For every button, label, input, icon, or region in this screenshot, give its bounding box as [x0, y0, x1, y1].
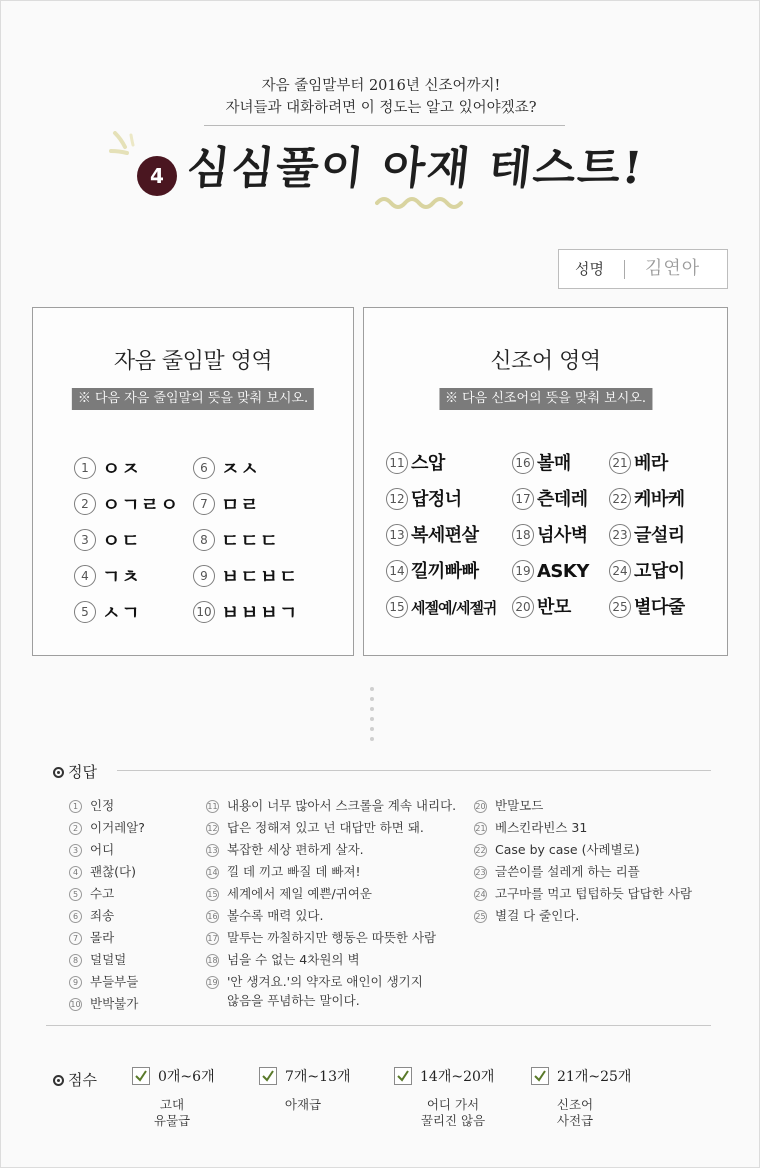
neologism-section-instruction: ※ 다음 신조어의 뜻을 맞춰 보시오. [439, 388, 652, 410]
consonant-section-instruction: ※ 다음 자음 줄임말의 뜻을 맞춰 보시오. [72, 388, 314, 410]
score-result-line-1: 신조어 [556, 1097, 594, 1112]
answer-number: 22 [475, 846, 486, 855]
question-number: 19 [512, 560, 534, 582]
answer-number: 9 [69, 976, 82, 989]
answer-text: 어디 [90, 842, 115, 857]
score-range: 14개~20개 [420, 1069, 495, 1085]
answer-text: 반말모드 [495, 798, 544, 813]
answer-number: 25 [475, 912, 486, 921]
score-range: 21개~25개 [557, 1069, 632, 1085]
checkbox-icon[interactable] [531, 1067, 549, 1085]
answer-number: 8 [69, 954, 82, 967]
answer-number: 19 [207, 978, 218, 987]
answer-text: 반박불가 [90, 996, 139, 1011]
answer-text: 볼수록 매력 있다. [227, 908, 324, 923]
question-text: ㅁㄹ [221, 494, 260, 516]
score-result-line-1: 아재급 [284, 1097, 322, 1112]
answer-number: 10 [70, 1000, 81, 1009]
answer-text-line-2: 않음을 푸념하는 말이다. [227, 993, 360, 1008]
answer-item [69, 817, 145, 839]
score-range: 0개~6개 [158, 1069, 215, 1085]
answer-text: 내용이 너무 많아서 스크롤을 계속 내리다. [227, 798, 457, 813]
answer-item [474, 839, 640, 861]
intro-line-2: 자녀들과 대화하려면 이 정도는 알고 있어야겠죠? [225, 100, 537, 116]
bullseye-icon [53, 1075, 64, 1086]
score-range: 7개~13개 [285, 1069, 351, 1085]
question-text: ㅂㅂㅂㄱ [221, 602, 299, 624]
score-result-line-2: 유물급 [153, 1113, 191, 1128]
answer-text: 괜찮(다) [90, 864, 136, 879]
checkbox-icon[interactable] [259, 1067, 277, 1085]
question-number: 5 [74, 601, 96, 623]
answer-number: 15 [207, 890, 218, 899]
answer-text: 말투는 까칠하지만 행동은 따뜻한 사람 [227, 930, 437, 945]
answer-text: 이거레알? [90, 820, 145, 835]
name-separator [624, 260, 625, 279]
answer-text: 덜덜덜 [90, 952, 127, 967]
answer-text: 베스킨라빈스 31 [495, 820, 588, 835]
answer-item [474, 795, 543, 817]
question-number: 12 [386, 488, 408, 510]
question-number: 1 [74, 457, 96, 479]
answer-number: 17 [207, 934, 218, 943]
answer-item [206, 817, 424, 839]
answer-text: 넘을 수 없는 4차원의 벽 [227, 952, 360, 967]
checkbox-icon[interactable] [394, 1067, 412, 1085]
answer-text: 세계에서 제일 예쁜/귀여운 [227, 886, 372, 901]
score-result [545, 1097, 605, 1129]
question-text: ㅂㄷㅂㄷ [221, 566, 299, 588]
question-text: ㅅㄱ [102, 602, 141, 624]
answer-number: 14 [207, 868, 218, 877]
intro-underline [204, 125, 565, 126]
answer-number: 1 [69, 800, 82, 813]
question-number: 22 [609, 488, 631, 510]
answer-number: 24 [475, 890, 486, 899]
answer-text: 답은 정해져 있고 넌 대답만 하면 돼. [227, 820, 424, 835]
question-text: 스압 [411, 453, 445, 474]
answer-number: 5 [69, 888, 82, 901]
answer-item [69, 927, 114, 949]
answers-heading [53, 761, 97, 782]
question-number: 21 [609, 452, 631, 474]
answer-number: 6 [69, 910, 82, 923]
question-text: ASKY [537, 561, 589, 582]
answer-item [69, 883, 114, 905]
answer-item [474, 817, 587, 839]
neologism-section [363, 307, 728, 656]
answer-item [69, 795, 114, 817]
answer-text: 인정 [90, 798, 115, 813]
answer-item [69, 949, 126, 971]
score-result [273, 1097, 333, 1113]
question-text: 츤데레 [537, 489, 588, 510]
section-divider [46, 1025, 711, 1026]
answer-number: 3 [69, 844, 82, 857]
answer-item [206, 905, 323, 927]
question-text: 복세편살 [411, 525, 479, 546]
question-text: ㄷㄷㄷ [221, 530, 280, 552]
question-number: 2 [74, 493, 96, 515]
answer-number: 2 [69, 822, 82, 835]
question-text: 답정너 [411, 489, 462, 510]
name-value: 김연아 [645, 258, 701, 279]
question-text: 고답이 [634, 561, 685, 582]
question-text: 반모 [537, 597, 571, 618]
question-text: 케바케 [634, 489, 685, 510]
question-number: 13 [386, 524, 408, 546]
answer-number: 11 [207, 802, 218, 811]
consonant-section-title: 자음 줄임말 영역 [113, 349, 273, 374]
answer-item [206, 949, 360, 971]
answer-text: 글쓴이를 설레게 하는 리플 [495, 864, 640, 879]
consonant-section [32, 307, 354, 656]
score-heading-label: 점수 [68, 1071, 97, 1089]
question-text: 넘사벽 [537, 525, 588, 546]
question-text: 세젤예/세젤귀 [411, 599, 497, 617]
answer-item [206, 927, 436, 949]
question-number: 15 [386, 596, 408, 618]
question-number: 11 [386, 452, 408, 474]
question-number: 3 [74, 529, 96, 551]
answer-number: 16 [207, 912, 218, 921]
question-text: 글설리 [634, 525, 685, 546]
answer-number: 4 [69, 866, 82, 879]
question-number: 7 [193, 493, 215, 515]
answers-heading-line [117, 770, 711, 771]
question-text: 별다줄 [634, 597, 685, 618]
question-number: 24 [609, 560, 631, 582]
question-number: 18 [512, 524, 534, 546]
answer-text: '안 생겨요.'의 약자로 애인이 생기지 [227, 974, 423, 989]
answer-number: 13 [207, 846, 218, 855]
answer-item [474, 905, 579, 927]
answer-text: 고구마를 먹고 텁텁하듯 답답한 사람 [495, 886, 693, 901]
question-text: ㅈㅅ [221, 458, 260, 480]
answer-text: 수고 [90, 886, 115, 901]
answer-text: 별걸 다 줄인다. [495, 908, 580, 923]
checkbox-icon[interactable] [132, 1067, 150, 1085]
answer-item [206, 795, 456, 817]
name-field [558, 249, 728, 289]
question-number: 6 [193, 457, 215, 479]
answer-number: 18 [207, 956, 218, 965]
answer-number: 12 [207, 824, 218, 833]
question-number: 4 [74, 565, 96, 587]
question-text: ㅇㅈ [102, 458, 141, 480]
answer-number: 7 [69, 932, 82, 945]
score-result-line-1: 어디 가서 [426, 1097, 480, 1112]
score-result [408, 1097, 498, 1129]
intro-text [197, 75, 565, 119]
answer-item [206, 861, 361, 883]
answer-number: 21 [475, 824, 486, 833]
bullseye-icon [53, 767, 64, 778]
answer-item [69, 839, 114, 861]
question-number: 20 [512, 596, 534, 618]
question-number: 25 [609, 596, 631, 618]
answer-item [69, 971, 138, 993]
score-result-line-2: 사전급 [556, 1113, 594, 1128]
intro-line-1: 자음 줄임말부터 2016년 신조어까지! [261, 78, 501, 94]
answer-number: 20 [475, 802, 486, 811]
dotted-separator [370, 687, 374, 747]
answer-text: 낄 데 끼고 빠질 데 빠져! [227, 864, 361, 879]
question-text: 볼매 [537, 453, 571, 474]
question-number: 14 [386, 560, 408, 582]
question-text: ㅇㄷ [102, 530, 141, 552]
score-heading [53, 1069, 97, 1090]
answer-item [474, 861, 640, 883]
answer-item [69, 993, 138, 1015]
question-number: 16 [512, 452, 534, 474]
answer-item [206, 883, 372, 905]
question-number: 10 [193, 601, 215, 623]
answer-text: 죄송 [90, 908, 115, 923]
title-number-badge: 4 [137, 156, 177, 196]
answer-item [474, 883, 692, 905]
question-number: 17 [512, 488, 534, 510]
score-result-line-1: 고대 [159, 1097, 185, 1112]
answer-item [206, 839, 364, 861]
question-number: 8 [193, 529, 215, 551]
score-result-line-2: 꿀리진 않음 [420, 1113, 486, 1128]
name-label: 성명 [575, 260, 604, 278]
score-result [142, 1097, 202, 1129]
wavy-underline-icon [375, 193, 465, 211]
answer-text: 몰라 [90, 930, 115, 945]
answer-text: 복잡한 세상 편하게 살자. [227, 842, 364, 857]
question-text: 베라 [634, 453, 668, 474]
question-number: 9 [193, 565, 215, 587]
page-title: 심심풀이 아재 테스트! [184, 143, 647, 194]
answer-item [69, 905, 114, 927]
question-text: ㄱㅊ [102, 566, 141, 588]
answers-heading-label: 정답 [68, 763, 97, 781]
answer-text: 부들부들 [90, 974, 139, 989]
question-number: 23 [609, 524, 631, 546]
answer-text: Case by case (사례별로) [495, 842, 640, 857]
question-text: ㅇㄱㄹㅇ [102, 494, 180, 516]
answer-number: 23 [475, 868, 486, 877]
neologism-section-title: 신조어 영역 [490, 349, 601, 374]
answer-item [69, 861, 136, 883]
answer-item [206, 972, 423, 1010]
question-text: 낄끼빠빠 [411, 561, 479, 582]
